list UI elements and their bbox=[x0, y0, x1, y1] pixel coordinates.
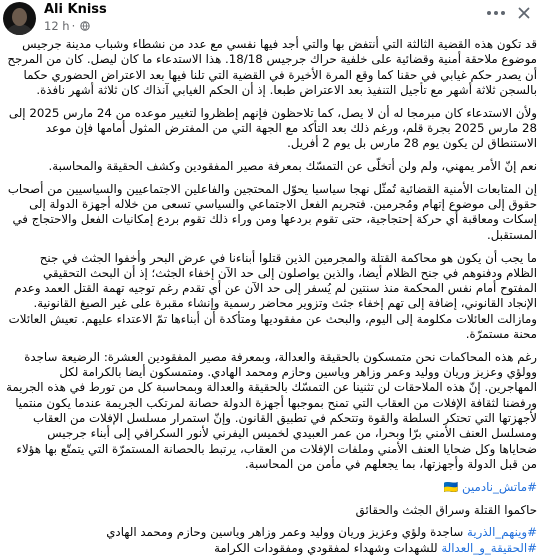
hashtag-link[interactable]: #الحقيقة_و_العدالة bbox=[441, 540, 537, 555]
post-paragraph: نعم إنّ الأمر يمهني، ولم ولن أتخلّى عن التمسّك بمعرفة مصير المفقودين وكشف الحقيقة والمحاسبة. bbox=[48, 159, 537, 174]
justice-text: للشهدات وشهداء لمفقودي ومفقودات الكرامة bbox=[214, 540, 442, 555]
victims-names: ساجدة ولؤي وعزيز وريان ووليد وعمر وزاهر وياسين وحازم ومحمد الهادي bbox=[106, 525, 468, 540]
meta-separator: · bbox=[71, 19, 76, 33]
more-icon bbox=[487, 11, 491, 15]
post-time[interactable]: 12 h bbox=[44, 19, 70, 33]
justice-line bbox=[6, 541, 537, 556]
post-body bbox=[6, 37, 537, 556]
post-paragraph: إن المتابعات الأمنية القضائية تُمثّل نهجا سياسيا يحوّل المحتجين والفاعلين الاجتماعيين والسياسيين من أصحاب حقوق إلى موضوع إتهام ومُجرمين. فتجريم الفعل الاجتماعي والسياسي تسعى من خلاله أجهزة الدولة إلى إسكات ومعاقبة أي حركة إحتجاجية، حتى تقوم بردعها ومن وراء ذلك تقوم بردع إمكانيات الفعل والاحتجاج في المستقبل. bbox=[7, 181, 537, 242]
close-button[interactable] bbox=[513, 2, 535, 24]
post-header bbox=[0, 0, 543, 40]
globe-icon bbox=[80, 21, 90, 31]
hashtag-line bbox=[6, 480, 537, 495]
post-paragraph: ولأن الاستدعاء كان مبرمجا له أن لا يصل، كما تلاحظون فإنهم إطظروا لتغيير موعده من 24 مارس 2025 إلى 28 مارس 2025 بجرة قلم، ورغم ذلك بعد التأكد مع الجهة التي من المفترض المثول أمامها فإن موعد الاستنطاق لن يكون يوم 28 مارس بل يوم 2 أفريل. bbox=[8, 105, 537, 151]
close-icon bbox=[518, 7, 530, 19]
more-options-button[interactable] bbox=[483, 2, 509, 24]
author-name[interactable]: Ali Kniss bbox=[44, 2, 107, 17]
post-meta bbox=[44, 19, 90, 33]
post-paragraph: قد تكون هذه القضية الثالثة التي أنتفض بها والتي أجد فيها نفسي مع عدد من نشطاء وشباب مدينة جرجيس موضوع ملاحقة أمنية وقضائية على خلفية حراك جرجيس 18/18. هذا الاستدعاء ما كان ليصل. كان من المرجح أن يصدر حكم غيابي في حقنا كما وقع المرة الأخيرة في القضية التي تلنا فيها بعد الاعتراض الحضوري حكما بالسجن ثلاثة أشهر مع تأجيل التنفيذ بعد الاعتراض طبعا. إذ أن الحكم الغيابي آنذاك كان ثلاثة أشهر نافذة. bbox=[7, 37, 537, 97]
victims-line bbox=[6, 525, 537, 540]
author-avatar[interactable] bbox=[3, 2, 36, 35]
hashtag-link[interactable]: #وينهم_الذرية bbox=[467, 525, 537, 540]
post-paragraph: رغم هذه المحاكمات نحن متمسكون بالحقيقة والعدالة، وبمعرفة مصير المفقودين العشرة: الرضيعة ساجدة وولؤي وعزيز وريان ووليد وعمر وزاهر وياسين وحازم ومحمد الهادي. ومتمسكون أيضا بالكرامة لكل المهاجرين. إنّ هذه الملاحقات لن تثنينا عن التمسّك بالحقيقة والعدالة وبمحاسبة كل من تورط في هذه الجريمة ورفضنا لثقافة الإفلات من العقاب التي تمنح بموجبها أجهزة الدولة حصانة لمرتكب الجريمة عندما يكون منتميا لأجهزتها التي تحتكر السلطة والقوة وتتحكم في تطبيق القانون. وإنّ استمرار مسلسل الإفلات من العقاب ومسلسل العنف الأمني برّا وبحرا، من عمر العبيدي لخميس اليفرني لأنور السكرافي إلى أبناء جرجيس ضحاياها وكل ضحايا العنف الأمني وملفات الإفلات من العقاب، يرتبط بالحصانة المستمرّة التي يتمتّع بها هؤلاء من قبل الدولة وأجهزتها، بما يجعلهم في مأمن من المحاسبة. bbox=[6, 349, 537, 471]
hashtag-link[interactable]: #ماتش_نادمين 🇺🇦 bbox=[443, 479, 537, 494]
post-paragraph: ما يجب أن يكون هو محاكمة القتلة والمجرمين الذين قتلوا أبناءنا في عرض البحر وأخفوا الجثث في جنح الظلام ودفنوهم في جنح الظلام أيضا، والذين يواصلون إلى حد الآن إخفاء الجثث؛ إذ أن البحث التحقيقي المفتوح أمام نفس المحكمة منذ سنتين لم يُسفر إلى حد الآن عن أي تقدم رغم توجيه تهمة القتل العمد وعدم الإنجاد القانوني، إضافة إلى تهم إخفاء جثث وتزوير محاضر رسمية وإنشاء مقبرة على غير الصيغ القانونية. ومازالت العائلات مكلومة إلى اليوم، والبحث عن مفقوديها ومتأكدة أن أبناءها تمّ الاعتداء عليهم. تعيش العائلات محنة مستمرّة. bbox=[8, 250, 537, 342]
closing-line: حاكموا القتلة وسراق الجثث والحقائق bbox=[355, 502, 537, 517]
